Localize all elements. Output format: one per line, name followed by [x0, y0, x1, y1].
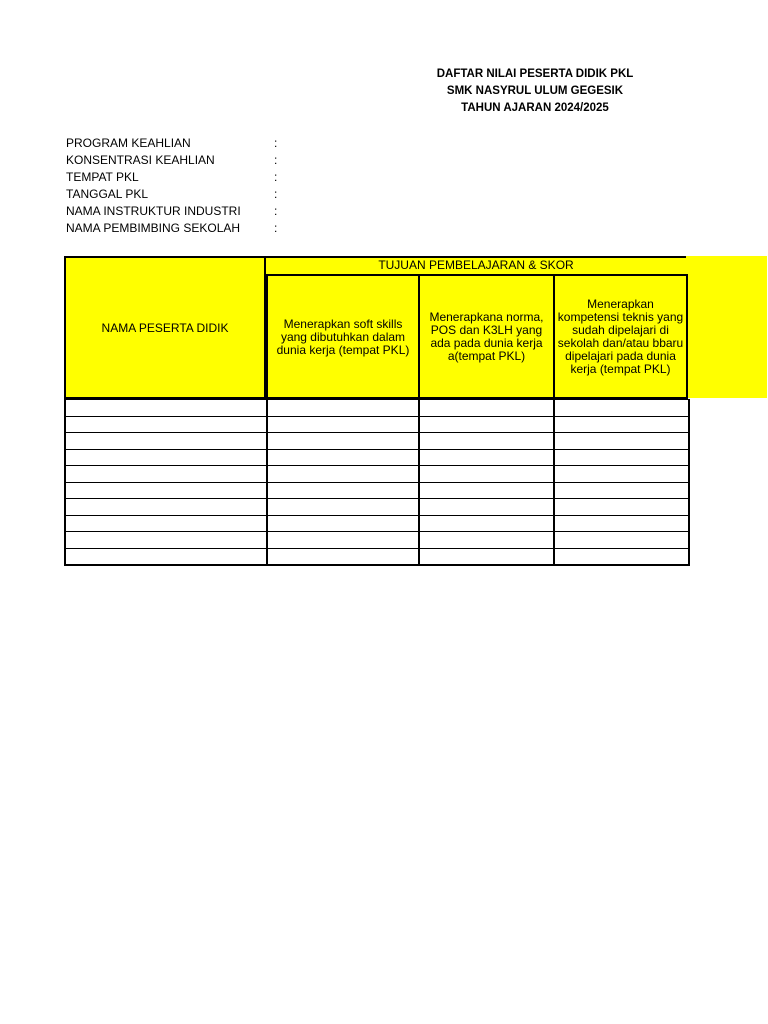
info-label: TEMPAT PKL	[66, 170, 139, 184]
cell-skor-soft-skills	[267, 548, 419, 565]
cell-skor-norma	[419, 466, 554, 483]
info-label: PROGRAM KEAHLIAN	[66, 136, 191, 150]
score-table	[64, 399, 690, 566]
table-row	[65, 548, 689, 565]
info-label: NAMA PEMBIMBING SEKOLAH	[66, 221, 241, 235]
table-row	[65, 532, 689, 549]
document-title	[395, 66, 675, 117]
cell-skor-soft-skills	[267, 515, 419, 532]
info-label: TANGGAL PKL	[66, 187, 149, 201]
cell-skor-kompetensi	[554, 416, 689, 433]
header-kompetensi-label: Menerapkan kompetensi teknis yang sudah dipelajari di sekolah dan/atau bbaru dipelajari pada dunia kerja (tempat PKL)	[557, 297, 684, 376]
table-row	[65, 433, 689, 450]
table-row	[65, 466, 689, 483]
cell-skor-norma	[419, 433, 554, 450]
cell-skor-kompetensi	[554, 548, 689, 565]
cell-nama	[65, 466, 267, 483]
cell-nama	[65, 416, 267, 433]
cell-nama	[65, 433, 267, 450]
header-kompetensi-teknis	[553, 274, 688, 398]
cell-skor-kompetensi	[554, 433, 689, 450]
cell-nama	[65, 449, 267, 466]
info-colon: :	[274, 136, 278, 150]
cell-skor-kompetensi	[554, 449, 689, 466]
info-fields	[66, 135, 278, 237]
cell-nama	[65, 499, 267, 516]
table-row	[65, 499, 689, 516]
info-nama-instruktur-industri	[66, 203, 278, 220]
table-row	[65, 400, 689, 417]
header-tujuan-pembelajaran: TUJUAN PEMBELAJARAN & SKOR	[378, 258, 574, 272]
table-row	[65, 449, 689, 466]
info-label: KONSENTRASI KEAHLIAN	[66, 153, 215, 167]
header-norma-label: Menerapkana norma, POS dan K3LH yang ada pada dunia kerja a(tempat PKL)	[429, 310, 544, 363]
cell-skor-kompetensi	[554, 400, 689, 417]
cell-skor-norma	[419, 548, 554, 565]
cell-skor-soft-skills	[267, 400, 419, 417]
cell-skor-norma	[419, 416, 554, 433]
info-nama-pembimbing-sekolah	[66, 220, 278, 237]
title-line-3: TAHUN AJARAN 2024/2025	[461, 102, 609, 114]
cell-nama	[65, 548, 267, 565]
title-line-1: DAFTAR NILAI PESERTA DIDIK PKL	[436, 68, 634, 80]
cell-skor-soft-skills	[267, 449, 419, 466]
cell-skor-soft-skills	[267, 416, 419, 433]
info-colon: :	[274, 204, 278, 218]
header-soft-skills	[266, 274, 420, 398]
cell-skor-kompetensi	[554, 515, 689, 532]
cell-skor-kompetensi	[554, 532, 689, 549]
info-colon: :	[274, 153, 278, 167]
score-table-body	[65, 400, 689, 566]
info-label: NAMA INSTRUKTUR INDUSTRI	[66, 204, 241, 218]
header-nama-label: NAMA PESERTA DIDIK	[101, 321, 229, 335]
cell-skor-norma	[419, 400, 554, 417]
cell-skor-soft-skills	[267, 466, 419, 483]
info-tanggal-pkl	[66, 186, 278, 203]
info-colon: :	[274, 221, 278, 235]
info-colon: :	[274, 170, 278, 184]
header-norma-pos-k3lh	[418, 274, 555, 398]
header-soft-skills-label: Menerapkan soft skills yang dibutuhkan dalam dunia kerja (tempat PKL)	[276, 316, 410, 357]
table-row	[65, 416, 689, 433]
title-line-2: SMK NASYRUL ULUM GEGESIK	[446, 85, 624, 97]
info-colon: :	[274, 187, 278, 201]
cell-skor-soft-skills	[267, 482, 419, 499]
table-row	[65, 515, 689, 532]
cell-skor-norma	[419, 499, 554, 516]
cell-nama	[65, 515, 267, 532]
cell-nama	[65, 482, 267, 499]
cell-skor-kompetensi	[554, 466, 689, 483]
info-konsentrasi-keahlian	[66, 152, 278, 169]
cell-skor-norma	[419, 515, 554, 532]
cell-skor-norma	[419, 482, 554, 499]
cell-nama	[65, 400, 267, 417]
cell-skor-kompetensi	[554, 499, 689, 516]
table-row	[65, 482, 689, 499]
cell-skor-soft-skills	[267, 433, 419, 450]
cell-skor-soft-skills	[267, 532, 419, 549]
cell-skor-soft-skills	[267, 499, 419, 516]
cell-skor-norma	[419, 449, 554, 466]
cell-skor-kompetensi	[554, 482, 689, 499]
cell-nama	[65, 532, 267, 549]
cell-skor-norma	[419, 532, 554, 549]
info-tempat-pkl	[66, 169, 278, 186]
info-program-keahlian	[66, 135, 278, 152]
header-nama-peserta-didik	[64, 256, 266, 398]
